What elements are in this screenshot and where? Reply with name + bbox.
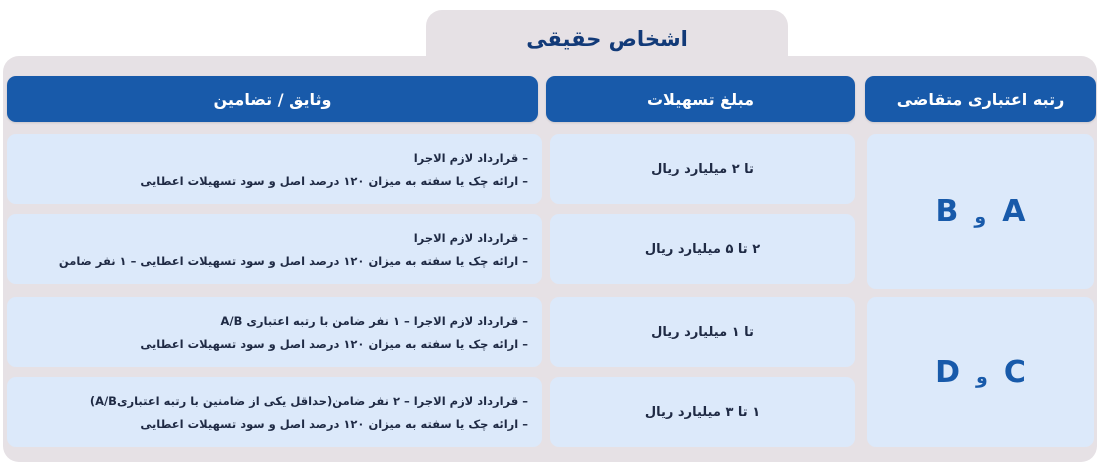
docs-cell	[7, 134, 542, 204]
rank-letter: A	[1002, 194, 1026, 229]
amount-cell	[550, 297, 855, 367]
header-rank	[865, 76, 1096, 122]
rank-letter: D	[935, 354, 961, 390]
docs-cell	[7, 214, 542, 284]
rank-cell-ab	[867, 134, 1094, 289]
rank-letter: B	[935, 194, 959, 229]
docs-line: – قرارداد لازم الاجرا	[413, 150, 528, 165]
page-title: اشخاص حقیقی	[526, 27, 688, 51]
docs-line: – ارائه چک یا سفته به میزان ۱۲۰ درصد اصل و سود تسهیلات اعطایی	[140, 336, 528, 351]
docs-line: – ارائه چک یا سفته به میزان ۱۲۰ درصد اصل و سود تسهیلات اعطایی	[140, 173, 528, 188]
rank-letter: C	[1003, 354, 1026, 390]
rank-conjunction: و	[976, 366, 988, 388]
amount-cell	[550, 214, 855, 284]
amount-text: ۲ تا ۵ میلیارد ریال	[644, 241, 761, 257]
header-docs	[7, 76, 538, 122]
header-amount	[546, 76, 855, 122]
amount-text: تا ۲ میلیارد ریال	[651, 161, 754, 177]
docs-line: – ارائه چک یا سفته به میزان ۱۲۰ درصد اصل و سود تسهیلات اعطایی – ۱ نفر ضامن	[58, 253, 528, 268]
amount-text: ۱ تا ۳ میلیارد ریال	[644, 404, 761, 420]
docs-cell	[7, 297, 542, 367]
header-docs-label: وثایق / تضامین	[213, 89, 332, 109]
rank-conjunction: و	[974, 205, 987, 228]
docs-cell	[7, 377, 542, 447]
rank-cell-cd	[867, 297, 1094, 447]
amount-text: تا ۱ میلیارد ریال	[651, 324, 754, 340]
docs-line: – ارائه چک یا سفته به میزان ۱۲۰ درصد اصل و سود تسهیلات اعطایی	[140, 416, 528, 431]
docs-line: – قرارداد لازم الاجرا – ۱ نفر ضامن با رتبه اعتباری A/B	[220, 313, 528, 328]
amount-cell	[550, 134, 855, 204]
header-rank-label: رتبه اعتباری متقاضی	[896, 89, 1065, 109]
amount-cell	[550, 377, 855, 447]
header-amount-label: مبلغ تسهیلات	[646, 89, 755, 109]
page-title-tab	[426, 10, 788, 68]
docs-line: – قرارداد لازم الاجرا	[413, 230, 528, 245]
docs-line: – قرارداد لازم الاجرا – ۲ نفر ضامن(حداقل یکی از ضامنین با رتبه اعتباریA/B)	[89, 393, 528, 408]
